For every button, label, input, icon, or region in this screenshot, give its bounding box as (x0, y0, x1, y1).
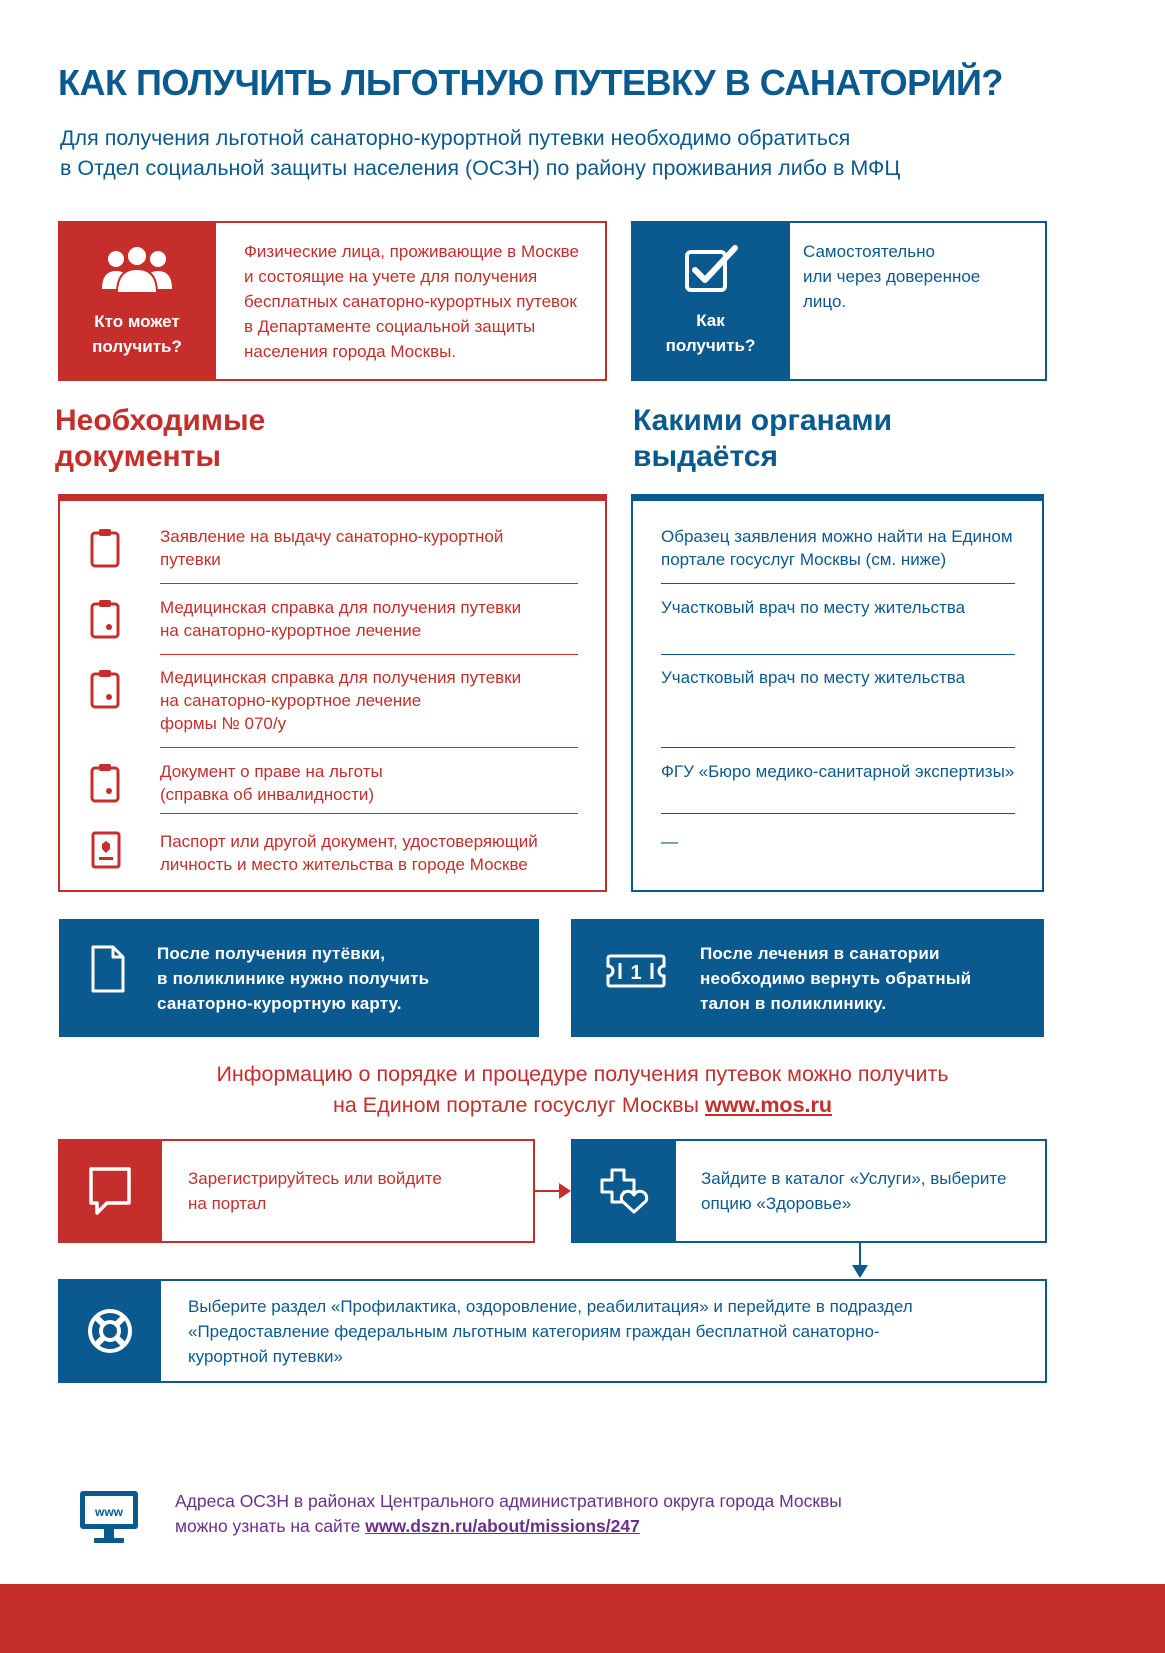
issuers-heading-line: Какими органами (633, 404, 893, 437)
mos-ru-link[interactable]: www.mos.ru (704, 1093, 832, 1117)
document-text: Документ о праве на льготы (160, 762, 383, 781)
monitor-www-text: www (94, 1505, 124, 1519)
step-section-icon-box (58, 1279, 161, 1383)
portal-info-line: Информацию о порядке и процедуре получения путевок можно получить (216, 1062, 949, 1086)
who-line: бесплатных санаторно-курортных путевок (244, 292, 577, 311)
passport-icon (91, 831, 121, 869)
document-text: на санаторно-курортное лечение (160, 621, 422, 640)
document-text: Медицинская справка для получения путевки (160, 598, 522, 617)
who-panel (58, 221, 607, 381)
who-label: Кто может (94, 312, 180, 331)
divider (160, 813, 578, 814)
lifebuoy-icon (85, 1306, 135, 1356)
issuer-text: ФГУ «Бюро медико-санитарной экспертизы» (661, 762, 1015, 781)
checkbox-icon (683, 244, 739, 294)
documents-topbar (58, 494, 607, 501)
how-side (631, 221, 790, 381)
banner-text: санаторно-курортную карту. (157, 994, 402, 1013)
document-text: Медицинская справка для получения путевки (160, 668, 522, 687)
ticket-icon-text: 1 (630, 962, 642, 984)
step-catalog-icon-box (571, 1139, 676, 1243)
divider (661, 583, 1015, 584)
banner-text: После получения путёвки, (157, 944, 386, 963)
banner-text: После лечения в санатории (700, 944, 940, 963)
who-text (244, 239, 579, 364)
divider (661, 747, 1015, 748)
step-text: Зайдите в каталог «Услуги», выберите (701, 1169, 1007, 1188)
document-text: формы № 070/у (160, 714, 287, 733)
step-register-icon-box (58, 1139, 162, 1243)
clipboard-icon (89, 599, 121, 639)
step-text: «Предоставление федеральным льготным категориям граждан бесплатной санаторно- (188, 1322, 880, 1341)
who-side (58, 221, 216, 381)
who-line: и состоящие на учете для получения (244, 267, 538, 286)
monitor-www-icon (78, 1489, 140, 1545)
how-line: или через доверенное (803, 267, 981, 286)
step-catalog (571, 1139, 1047, 1243)
documents-heading-line: документы (55, 440, 221, 473)
issuers-topbar (631, 494, 1044, 501)
how-label: Как (696, 311, 725, 330)
step-text: курортной путевки» (188, 1347, 343, 1366)
page-title: КАК ПОЛУЧИТЬ ЛЬГОТНУЮ ПУТЕВКУ В САНАТОРИЙ? (58, 62, 1003, 103)
document-icon (90, 944, 126, 994)
who-line: в Департаменте социальной защиты (244, 317, 536, 336)
divider (160, 583, 578, 584)
ticket-icon (606, 954, 666, 988)
document-text: путевки (160, 550, 221, 569)
banner-text: талон в поликлинику. (700, 994, 887, 1013)
who-line: Физические лица, проживающие в Москве (244, 242, 579, 261)
document-text: на санаторно-курортное лечение (160, 691, 422, 710)
issuer-text: — (661, 832, 678, 851)
issuer-text: Образец заявления можно найти на Едином (661, 527, 1013, 546)
document-text: личность и место жительства в городе Москве (160, 855, 528, 874)
step-text: опцию «Здоровье» (701, 1194, 852, 1213)
issuer-text: портале госуслуг Москвы (см. ниже) (661, 550, 947, 569)
issuers-heading (633, 403, 892, 475)
step-text: Выберите раздел «Профилактика, оздоровление, реабилитация» и перейдите в подраздел (188, 1297, 913, 1316)
page-subtitle (60, 123, 1120, 183)
issuers-heading-line: выдаётся (633, 440, 778, 473)
document-text: (справка об инвалидности) (160, 785, 375, 804)
clipboard-icon (89, 528, 121, 568)
banner-text: в поликлинике нужно получить (157, 969, 430, 988)
banner-sanatorium-card (59, 919, 539, 1037)
who-label: получить? (92, 337, 182, 356)
people-icon (100, 243, 174, 295)
subtitle-line: Для получения льготной санаторно-курортной путевки необходимо обратиться (60, 126, 851, 150)
footer-note (175, 1489, 842, 1539)
speech-bubble-icon (87, 1165, 133, 1217)
banner-text: необходимо вернуть обратный (700, 969, 972, 988)
step-text: Зарегистрируйтесь или войдите (188, 1169, 442, 1188)
step-register (58, 1139, 535, 1243)
document-text: Заявление на выдачу санаторно-курортной (160, 527, 504, 546)
divider (160, 747, 578, 748)
issuer-text: Участковый врач по месту жительства (661, 598, 966, 617)
subtitle-line: в Отдел социальной защиты населения (ОСЗН) по району проживания либо в МФЦ (60, 156, 901, 180)
documents-heading (55, 403, 265, 475)
how-label: получить? (665, 336, 756, 355)
step-text: на портал (188, 1194, 267, 1213)
step-section (58, 1279, 1047, 1383)
document-text: Паспорт или другой документ, удостоверяющий (160, 832, 538, 851)
documents-list (58, 494, 607, 892)
clipboard-icon (89, 669, 121, 709)
who-line: населения города Москвы. (244, 342, 457, 361)
issuer-text: Участковый врач по месту жительства (661, 668, 966, 687)
clipboard-icon (89, 763, 121, 803)
how-line: лицо. (803, 292, 847, 311)
divider (661, 654, 1015, 655)
health-cross-heart-icon (598, 1166, 650, 1216)
documents-heading-line: Необходимые (55, 404, 266, 437)
dszn-link[interactable]: www.dszn.ru/about/missions/247 (365, 1516, 640, 1536)
divider (661, 813, 1015, 814)
portal-info-line: на Едином портале госуслуг Москвы (333, 1093, 705, 1117)
banner-return-ticket (571, 919, 1044, 1037)
bottom-bar (0, 1584, 1165, 1653)
issuers-list (631, 494, 1044, 892)
arrow-down-icon (850, 1243, 870, 1279)
arrow-right-icon (535, 1182, 573, 1200)
footer-note-line: можно узнать на сайте (175, 1516, 366, 1536)
divider (160, 654, 578, 655)
how-text (803, 239, 980, 314)
portal-info (0, 1059, 1165, 1121)
how-panel (631, 221, 1047, 381)
footer-note-line: Адреса ОСЗН в районах Центрального административного округа города Москвы (175, 1491, 842, 1511)
how-line: Самостоятельно (803, 242, 935, 261)
